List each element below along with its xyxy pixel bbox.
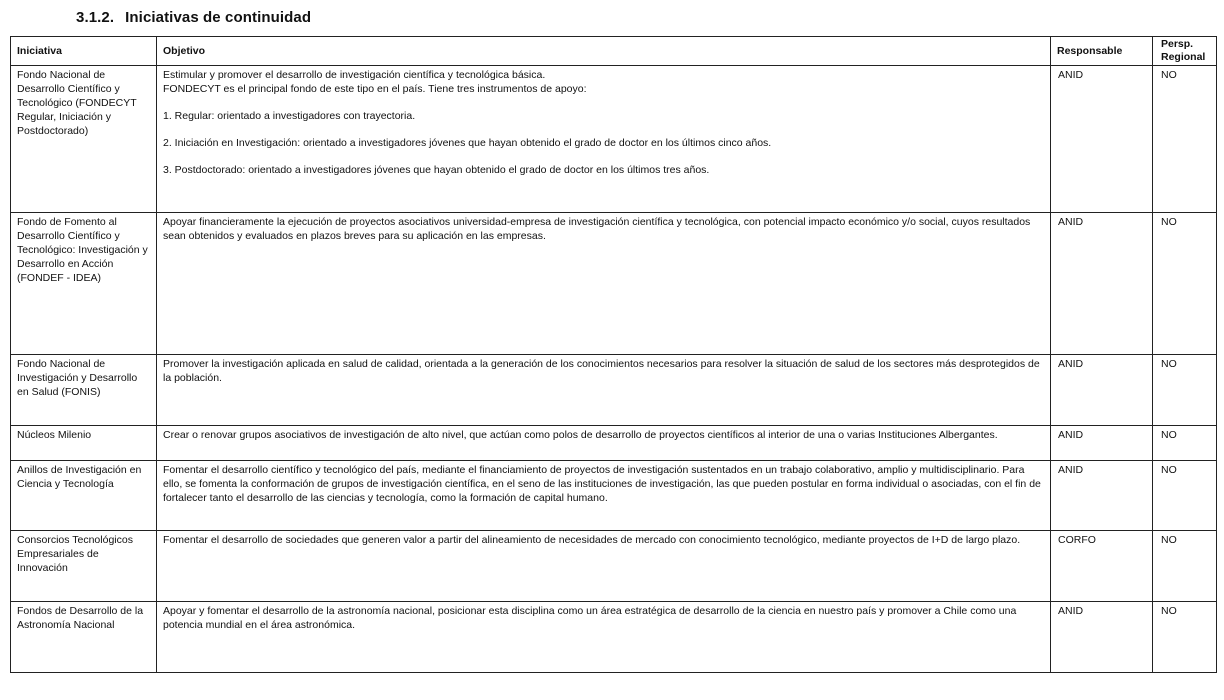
cell-iniciativa: Anillos de Investigación en Ciencia y Tecnología (11, 461, 157, 531)
table-row (11, 461, 1217, 531)
cell-iniciativa: Núcleos Milenio (11, 426, 157, 461)
cell-responsable: ANID (1051, 602, 1153, 673)
cell-responsable: ANID (1051, 461, 1153, 531)
header-responsable: Responsable (1051, 37, 1153, 66)
cell-iniciativa: Fondo de Fomento al Desarrollo Científico y Tecnológico: Investigación y Desarrollo en Acción (FONDEF - IDEA) (11, 213, 157, 355)
line-gap (163, 123, 1044, 136)
cell-persp-regional: NO (1153, 461, 1217, 531)
cell-objetivo: Fomentar el desarrollo de sociedades que generen valor a partir del alineamiento de necesidades de mercado con conocimiento tecnológico, mediante proyectos de I+D de largo plazo. (157, 531, 1051, 602)
table-row (11, 531, 1217, 602)
cell-persp-regional: NO (1153, 426, 1217, 461)
cell-persp-regional: NO (1153, 602, 1217, 673)
objetivo-line: 2. Iniciación en Investigación: orientado a investigadores jóvenes que hayan obtenido el grado de doctor en los últimos cinco años. (163, 137, 772, 149)
cell-responsable: ANID (1051, 213, 1153, 355)
cell-objetivo: Crear o renovar grupos asociativos de investigación de alto nivel, que actúan como polos de desarrollo de proyectos científicos al interior de una o varias Instituciones Albergantes. (157, 426, 1051, 461)
section-title: Iniciativas de continuidad (125, 9, 312, 26)
cell-objetivo: Fomentar el desarrollo científico y tecnológico del país, mediante el financiamiento de proyectos de investigación sustentados en un trabajo colaborativo, amplio y multidisciplinario. Para ello, se fomenta la conformación de grupos de investigación científica, en el seno de las instituciones de investigación, las que pueden postular en forma individual o asociadas, con el fin de fortalecer tanto el desarrollo de las ciencias y tecnología, como la formación de capital humano. (157, 461, 1051, 531)
header-persp-regional: Persp. Regional (1153, 37, 1217, 66)
table-row (11, 213, 1217, 355)
section-heading (76, 9, 311, 26)
cell-objetivo (157, 66, 1051, 213)
header-objetivo: Objetivo (157, 37, 1051, 66)
line-gap (163, 150, 1044, 163)
objetivo-line: Estimular y promover el desarrollo de investigación científica y tecnológica básica. (163, 69, 546, 81)
cell-iniciativa: Consorcios Tecnológicos Empresariales de Innovación (11, 531, 157, 602)
objetivo-line: FONDECYT es el principal fondo de este tipo en el país. Tiene tres instrumentos de apoyo: (163, 83, 587, 95)
line-gap (163, 96, 1044, 109)
cell-iniciativa: Fondo Nacional de Investigación y Desarrollo en Salud (FONIS) (11, 355, 157, 426)
objetivo-line: 3. Postdoctorado: orientado a investigadores jóvenes que hayan obtenido el grado de doctor en los últimos tres años. (163, 164, 710, 176)
section-number: 3.1.2. (76, 9, 115, 26)
cell-responsable: CORFO (1051, 531, 1153, 602)
cell-persp-regional: NO (1153, 66, 1217, 213)
cell-iniciativa: Fondo Nacional de Desarrollo Científico y Tecnológico (FONDECYT Regular, Iniciación y Postdoctorado) (11, 66, 157, 213)
cell-objetivo: Apoyar y fomentar el desarrollo de la astronomía nacional, posicionar esta disciplina como un área estratégica de desarrollo de la ciencia en nuestro país y promover a Chile como una potencia mundial en el área astronómica. (157, 602, 1051, 673)
table-row (11, 426, 1217, 461)
cell-objetivo: Promover la investigación aplicada en salud de calidad, orientada a la generación de los conocimientos necesarios para resolver la situación de salud de los sectores más desprotegidos de la población. (157, 355, 1051, 426)
table-row (11, 602, 1217, 673)
cell-responsable: ANID (1051, 426, 1153, 461)
initiatives-table (10, 36, 1217, 673)
cell-persp-regional: NO (1153, 213, 1217, 355)
cell-responsable: ANID (1051, 66, 1153, 213)
cell-persp-regional: NO (1153, 355, 1217, 426)
objetivo-line: 1. Regular: orientado a investigadores con trayectoria. (163, 110, 416, 122)
header-iniciativa: Iniciativa (11, 37, 157, 66)
cell-iniciativa: Fondos de Desarrollo de la Astronomía Nacional (11, 602, 157, 673)
table-row (11, 355, 1217, 426)
table-row (11, 66, 1217, 213)
cell-objetivo: Apoyar financieramente la ejecución de proyectos asociativos universidad-empresa de investigación científica y tecnológica, con potencial impacto económico y/o social, cuyos resultados sean obtenidos y evaluados en plazos breves para su aplicación en las empresas. (157, 213, 1051, 355)
cell-responsable: ANID (1051, 355, 1153, 426)
cell-persp-regional: NO (1153, 531, 1217, 602)
table-header-row (11, 37, 1217, 66)
